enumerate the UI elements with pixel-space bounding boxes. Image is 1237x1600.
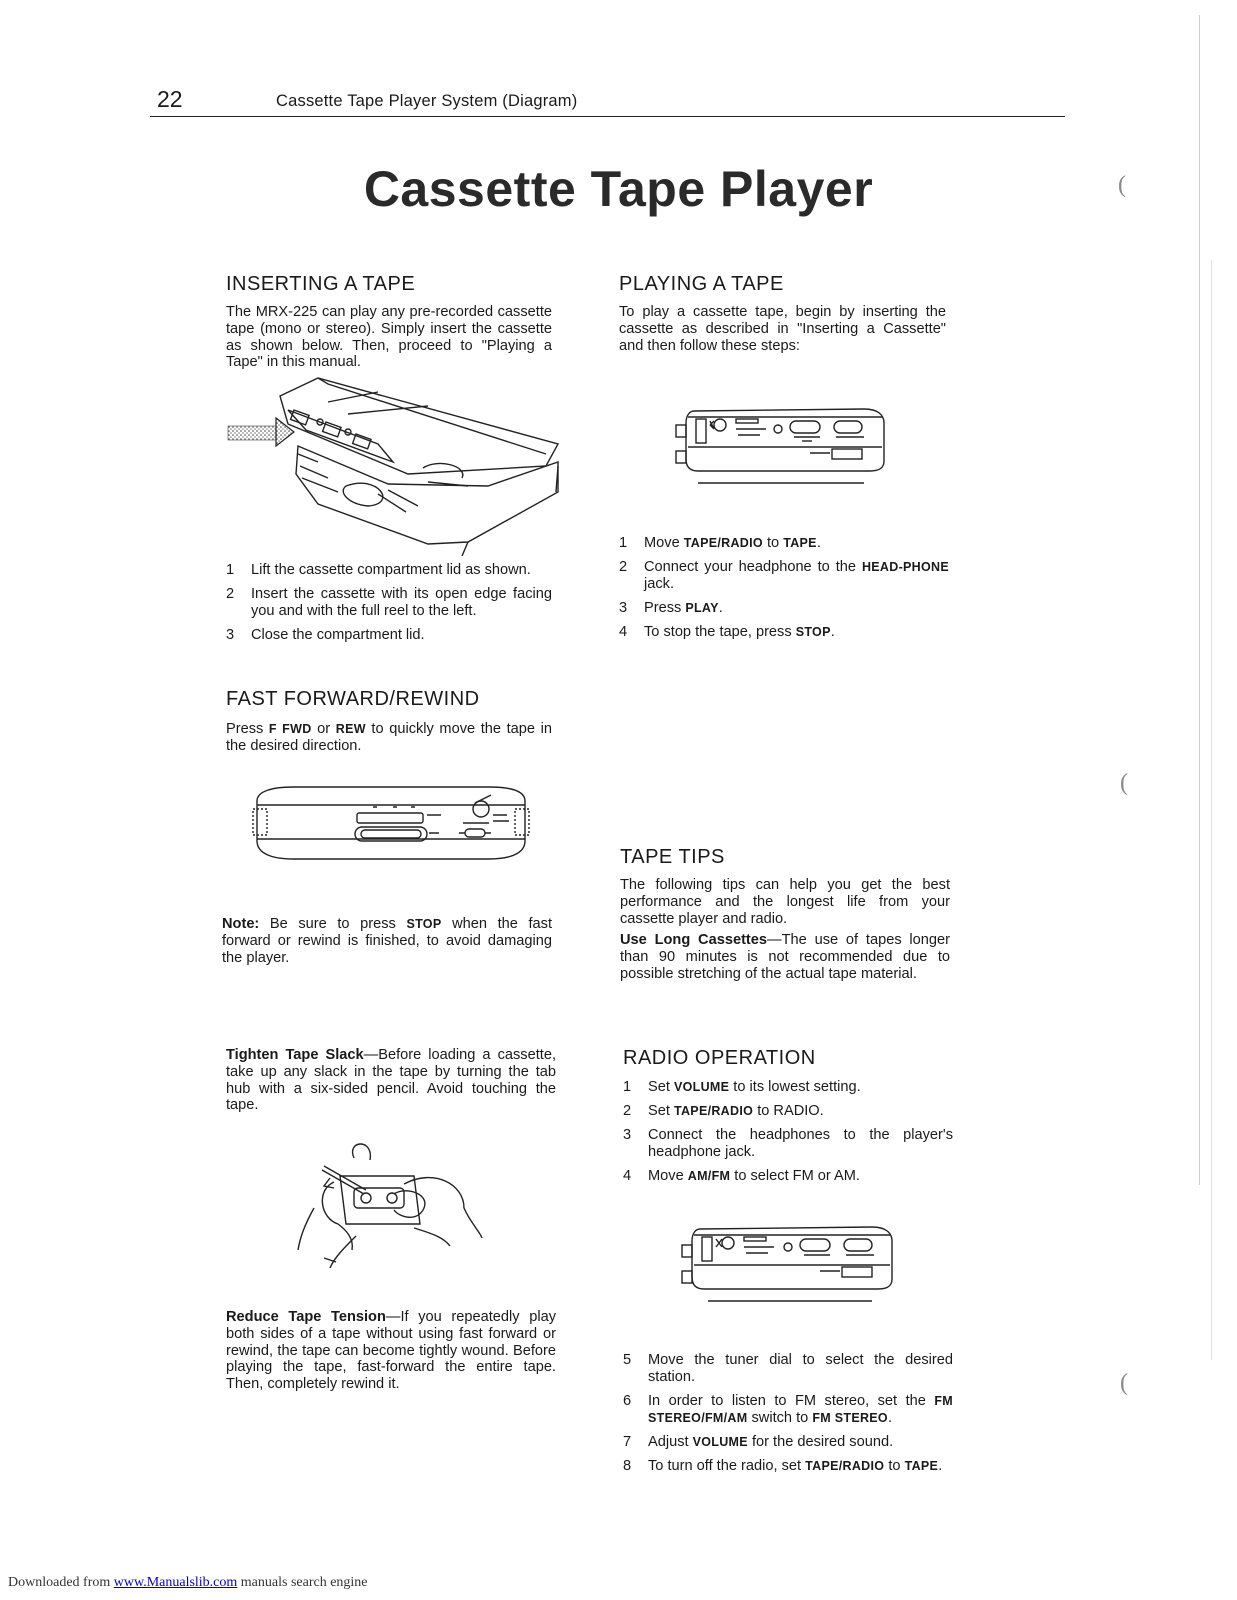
- player-top-radio-illustration: [680, 1223, 894, 1309]
- scan-mark: (: [1120, 1370, 1128, 1396]
- scan-mark: (: [1120, 770, 1128, 796]
- ffwd-body: Press F FWD or REW to quickly move the tape in the desired direction.: [226, 721, 552, 754]
- playing-steps: [619, 535, 949, 648]
- radio-steps-a: [623, 1079, 953, 1192]
- heading-tape-tips: TAPE TIPS: [620, 846, 725, 868]
- list-item: 6 In order to listen to FM stereo, set the FM STEREO/FM/AM switch to FM STEREO.: [623, 1393, 953, 1426]
- download-footer: Downloaded from www.Manualslib.com manuals search engine: [8, 1575, 368, 1590]
- cassette-insert-illustration: [228, 374, 560, 560]
- tips-body: The following tips can help you get the best performance and the longest life from your cassette player and radio.: [620, 877, 950, 927]
- page-number: 22: [157, 86, 183, 112]
- list-item: 2 Set TAPE/RADIO to RADIO.: [623, 1103, 824, 1119]
- list-item: 3 Close the compartment lid.: [226, 627, 425, 643]
- radio-steps-b: [623, 1352, 953, 1482]
- tip-tension: Reduce Tape Tension—If you repeatedly play both sides of a tape without using fast forward or rewind, the tape can become tightly wound. Before playing the tape, fast-forward the entire tape. Then, completely rewind it.: [226, 1309, 556, 1393]
- list-item: 3 Connect the headphones to the player's headphone jack.: [623, 1127, 953, 1160]
- list-item: 7 Adjust VOLUME for the desired sound.: [623, 1434, 894, 1450]
- list-item: 1 Move TAPE/RADIO to TAPE.: [619, 535, 821, 551]
- list-item: 4 Move AM/FM to select FM or AM.: [623, 1168, 860, 1184]
- playing-body: To play a cassette tape, begin by inserting the cassette as described in "Inserting a Cassette" and then follow these steps:: [619, 304, 946, 354]
- running-header: Cassette Tape Player System (Diagram): [276, 92, 578, 110]
- scan-edge-line: [1199, 15, 1200, 1185]
- pencil-hub-illustration: [294, 1138, 486, 1270]
- heading-radio: RADIO OPERATION: [623, 1047, 816, 1069]
- list-item: 4 To stop the tape, press STOP.: [619, 624, 835, 640]
- page-title: Cassette Tape Player: [363, 161, 874, 217]
- manualslib-link[interactable]: www.Manualslib.com: [113, 1575, 238, 1590]
- scan-mark: (: [1118, 172, 1126, 198]
- inserting-steps: [226, 562, 552, 651]
- list-item: 8 To turn off the radio, set TAPE/RADIO to TAPE.: [623, 1458, 943, 1474]
- inserting-body: The MRX-225 can play any pre-recorded cassette tape (mono or stereo). Simply insert the cassette as shown below. Then, proceed to "Playing a Tape" in this manual.: [226, 304, 552, 371]
- list-item: 5 Move the tuner dial to select the desired station.: [623, 1352, 953, 1385]
- list-item: 1 Set VOLUME to its lowest setting.: [623, 1079, 861, 1095]
- list-item: 3 Press PLAY.: [619, 600, 723, 616]
- note-paragraph: Note: Be sure to press STOP when the fast forward or rewind is finished, to avoid damaging the player.: [222, 916, 552, 966]
- player-front-illustration: [253, 785, 529, 861]
- tip-long-cassettes: Use Long Cassettes—The use of tapes longer than 90 minutes is not recommended due to possible stretching of the actual tape material.: [620, 932, 951, 982]
- heading-inserting: INSERTING A TAPE: [226, 273, 416, 295]
- heading-ffwd: FAST FORWARD/REWIND: [226, 688, 480, 710]
- tip-slack: Tighten Tape Slack—Before loading a cassette, take up any slack in the tape by turning the tab hub with a six-sided pencil. Avoid touching the tape.: [226, 1047, 556, 1114]
- list-item: 2 Connect your headphone to the HEAD-PHONE jack.: [619, 559, 949, 592]
- heading-playing: PLAYING A TAPE: [619, 273, 784, 295]
- list-item: 2 Insert the cassette with its open edge facing you and with the full reel to the left.: [226, 586, 552, 619]
- player-top-illustration: [674, 405, 886, 491]
- list-item: 1 Lift the cassette compartment lid as shown.: [226, 562, 531, 578]
- scan-edge-line: [1211, 260, 1212, 1360]
- header-rule: [150, 116, 1065, 117]
